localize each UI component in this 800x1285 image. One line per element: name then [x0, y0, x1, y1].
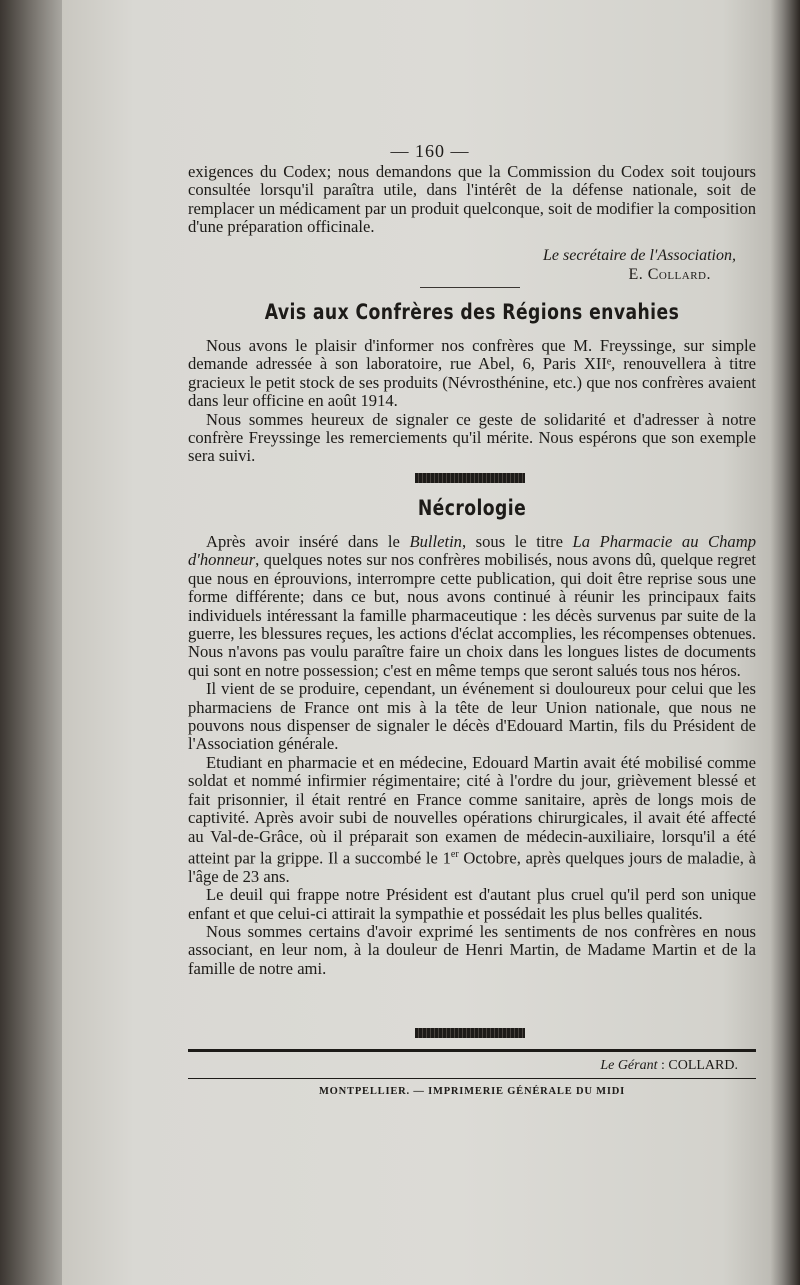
ornament-divider-end — [415, 1028, 525, 1038]
section-heading-necrologie: Nécrologie — [417, 496, 527, 520]
page-number: — 160 — — [390, 141, 470, 161]
avis-paragraph-2: Nous sommes heureux de signaler ce geste de solidarité et d'adresser à notre confrère Freyssinge les remerciements qu'il mérite. Nous espérons que son exemple sera suivi. — [188, 409, 756, 466]
section-avis-body — [188, 337, 756, 466]
signature-name: E. Collard. — [628, 266, 711, 283]
necrologie-paragraph-3: Etudiant en pharmacie et en médecine, Edouard Martin avait été mobilisé comme soldat et nommé infirmier régimentaire; cité à l'ordre du jour, grièvement blessé et fait prisonnier, il était rentré en France comme sanitaire, après de longs mois de captivité. Après avoir subi de nouvelles opérations chirurgicales, il avait été affecté au Val-de-Grâce, où il préparait son examen de médecin-auxiliaire, lorsqu'il a été atteint par la grippe. Il a succombé le 1er Octobre, après quelques jours de maladie, à l'âge de 23 ans. — [188, 752, 757, 886]
printer-imprint: MONTPELLIER. — IMPRIMERIE GÉNÉRALE DU MIDI — [318, 1086, 626, 1097]
section-necrologie-body — [188, 533, 756, 978]
signature-title: Le secrétaire de l'Association, — [542, 247, 736, 264]
separator-rule — [420, 287, 520, 288]
intro-paragraph: exigences du Codex; nous demandons que la Commission du Codex soit toujours consultée lorsqu'il paraîtra utile, dans l'intérêt de la défense nationale, soit de remplacer un médicament par un produit quelconque, soit de modifier la composition d'une préparation officinale. — [188, 162, 756, 237]
necrologie-paragraph-4: Le deuil qui frappe notre Président est d'autant plus cruel qu'il perd son unique enfant et que celui-ci attirait la sympathie et possédait les plus belles qualités. — [188, 885, 756, 923]
gerant-line: Le Gérant : COLLARD. — [600, 1058, 738, 1073]
necrologie-paragraph-1: Après avoir inséré dans le Bulletin, sous le titre La Pharmacie au Champ d'honneur, quelques notes sur nos confrères mobilisés, nous avons dû, quelque regret que nous en éprouvions, interrompre cette publication, qui doit être reprise sous une forme différente; dans ce but, nous avons continué à réunir les principaux faits individuels intéressant la famille pharmaceutique : les décès survenus par suite de la guerre, les blessures reçues, les actions d'éclat accomplies, les récompenses obtenues. Nous n'avons pas voulu paraître faire un choix dans les longues listes de documents qui sont en notre possession; c'est en même temps que seront salués tous nos héros. — [188, 532, 756, 680]
section-heading-avis: Avis aux Confrères des Régions envahies — [264, 300, 680, 324]
page-edge — [770, 0, 800, 1285]
necrologie-paragraph-5: Nous sommes certains d'avoir exprimé les sentiments de nos confrères en nous associant, en leur nom, à la douleur de Henri Martin, de Madame Martin et de la famille de notre ami. — [188, 922, 756, 978]
footer-rule-thick — [188, 1049, 756, 1052]
signature-block — [188, 246, 756, 284]
book-spine — [0, 0, 62, 1285]
necrologie-paragraph-2: Il vient de se produire, cependant, un événement si douloureux pour celui que les pharmaciens de France ont mis à la tête de leur Union nationale, que nous ne pouvons nous dispenser de signaler le décès d'Edouard Martin, fils du Président de l'Association générale. — [188, 679, 756, 754]
avis-paragraph-1: Nous avons le plaisir d'informer nos confrères que M. Freyssinge, sur simple demande adressée à son laboratoire, rue Abel, 6, Paris XIIᵉ, renouvellera à titre gracieux le petit stock de ses produits (Névrosthénine, etc.) que nos confrères avaient dans leur officine en août 1914. — [188, 336, 756, 411]
ornament-divider — [415, 473, 525, 483]
footer-rule-thin — [188, 1078, 756, 1079]
